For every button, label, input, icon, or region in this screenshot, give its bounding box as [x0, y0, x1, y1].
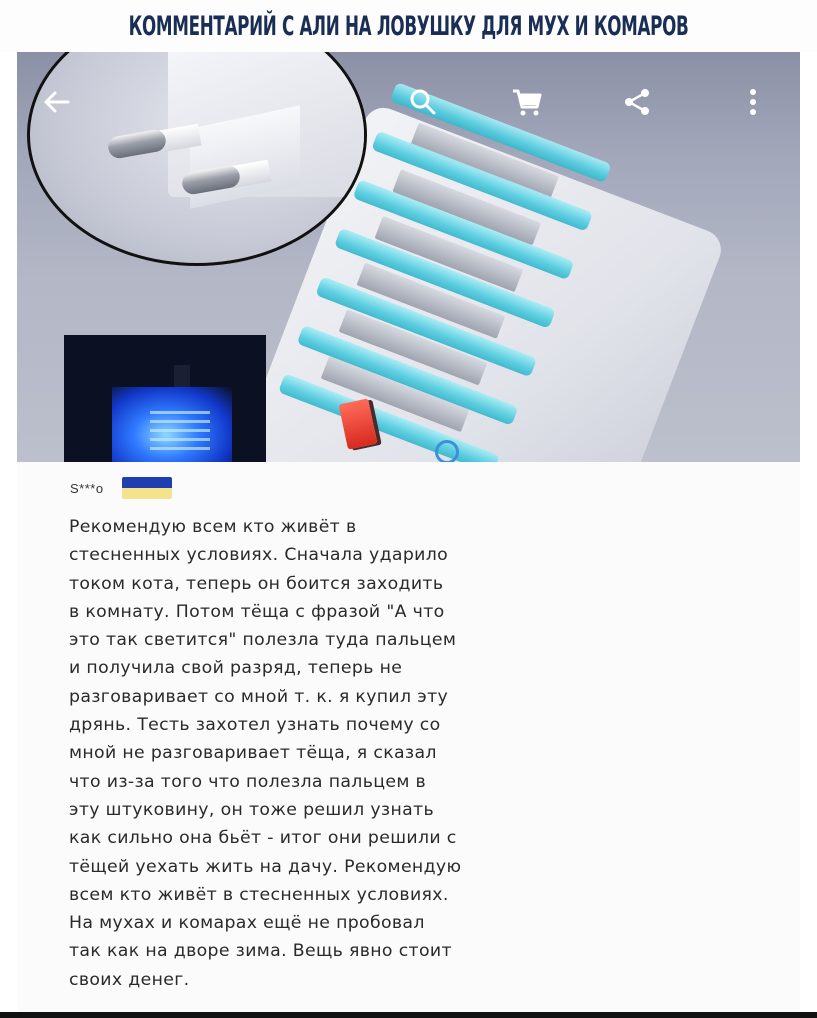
- review-line: Рекомендую всем кто живёт в: [69, 517, 357, 537]
- review-line: тёщей уехать жить на дачу. Рекомендую: [69, 856, 462, 877]
- cart-icon[interactable]: [507, 82, 547, 122]
- review-line: в комнату. Потом тёща с фразой "А что: [69, 601, 445, 622]
- back-arrow-icon[interactable]: [37, 82, 77, 122]
- review-line: стесненных условиях. Сначала ударило: [69, 545, 449, 566]
- ukraine-flag-icon: [122, 477, 172, 499]
- review-line: всем кто живёт в стесненных условиях.: [69, 884, 449, 905]
- review-line: током кота, теперь он боится заходить: [69, 573, 444, 594]
- review-line: и получила свой разряд, теперь не: [69, 658, 403, 679]
- share-icon[interactable]: [617, 82, 657, 122]
- review-line: как сильно она бьёт - итог они решили с: [69, 828, 457, 849]
- brand-logo: [435, 440, 459, 462]
- app-toolbar: [17, 52, 800, 152]
- review-line: своих денег.: [69, 969, 190, 990]
- screenshot-frame: [17, 52, 800, 1012]
- review-line: это так светится" полезла туда пальцем: [69, 630, 457, 651]
- review-line: так как на дворе зима. Вещь явно стоит: [69, 941, 452, 962]
- review-line: мной не разговаривает тёща, я сказал: [69, 743, 437, 764]
- review-line: разговаривает со мной т. к. я купил эту: [69, 686, 449, 707]
- search-icon[interactable]: [403, 82, 443, 122]
- review-line: что из-за того что полезла пальцем в: [69, 771, 427, 792]
- review-line: дрянь. Тесть захотел узнать почему со: [69, 715, 441, 736]
- review-text: [69, 513, 649, 994]
- review-line: На мухах и комарах ещё не пробовал: [69, 913, 425, 934]
- reviewer-name: S***o: [70, 480, 104, 496]
- meme-caption: [0, 0, 817, 52]
- meme-title-text: КОММЕНТАРИЙ С АЛИ НА ЛОВУШКУ ДЛЯ МУХ И КОМАРОВ: [128, 10, 689, 42]
- more-options-icon[interactable]: [733, 82, 773, 122]
- bottom-border: [0, 1012, 817, 1018]
- reviewer-row: [70, 477, 172, 499]
- device-lit-inset: [64, 335, 266, 462]
- review-line: эту штуковину, он тоже решил узнать: [69, 799, 435, 820]
- review-card: [17, 462, 800, 1012]
- product-image[interactable]: [17, 52, 800, 462]
